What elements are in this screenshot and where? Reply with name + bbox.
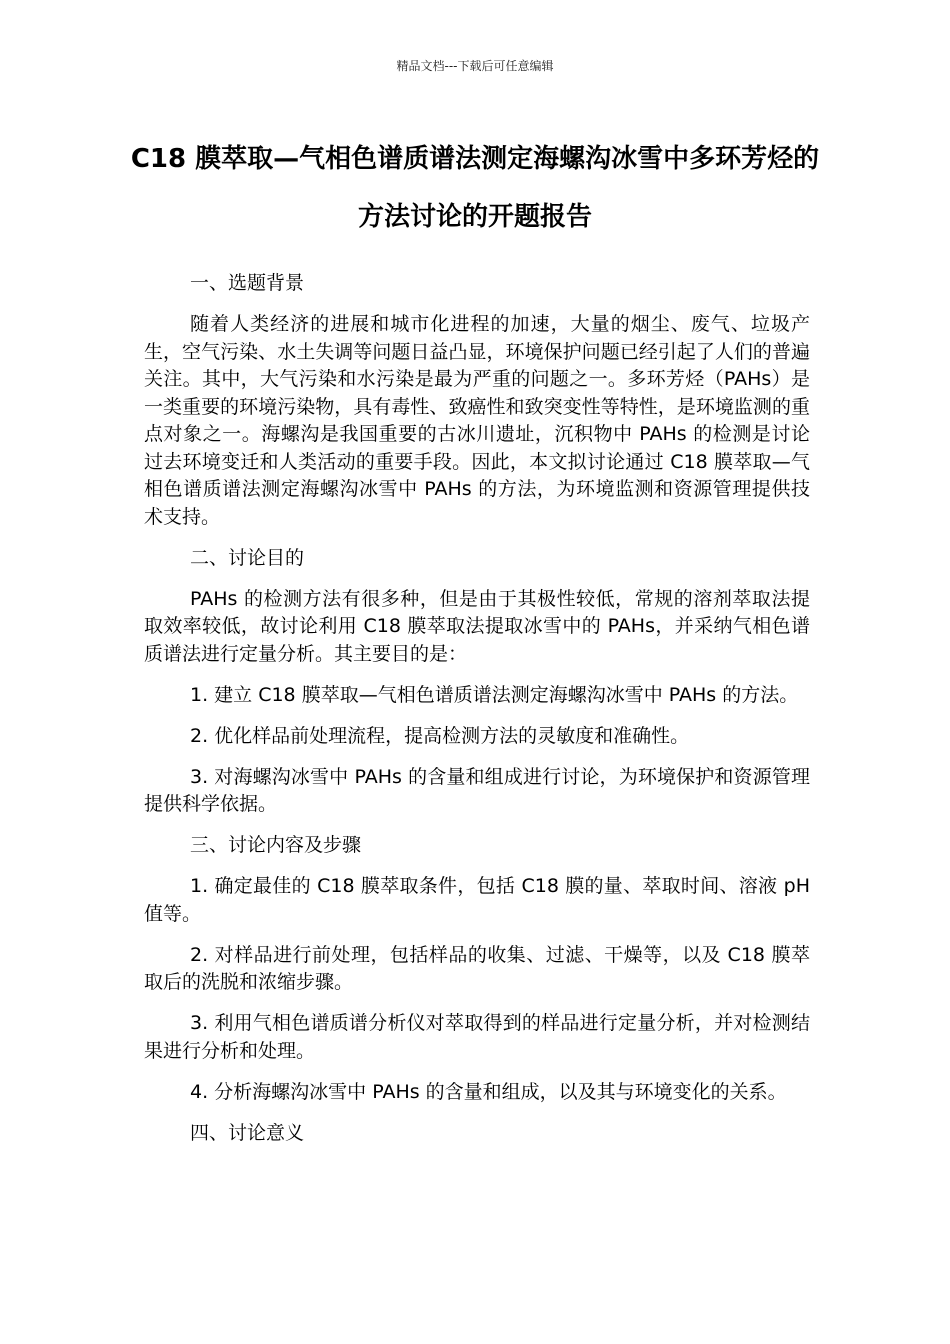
paragraph-background: 随着人类经济的进展和城市化进程的加速，大量的烟尘、废气、垃圾产生，空气污染、水土失调等问题日益凸显，环境保护问题已经引起了人们的普遍关注。其中，大气污染和水污染是最为严重的问题之一。多环芳烃（PAHs）是一类重要的环境污染物，具有毒性、致癌性和致突变性等特性，是环境监测的重点对象之一。海螺沟是我国重要的古冰川遗址，沉积物中 PAHs 的检测是讨论过去环境变迁和人类活动的重要手段。因此，本文拟讨论通过 C18 膜萃取—气相色谱质谱法测定海螺沟冰雪中 PAHs 的方法，为环境监测和资源管理提供技术支持。	[144, 313, 810, 528]
step-item-4: 4. 分析海螺沟冰雪中 PAHs 的含量和组成，以及其与环境变化的关系。	[190, 1080, 787, 1103]
step-item-1: 1. 确定最佳的 C18 膜萃取条件，包括 C18 膜的量、萃取时间、溶液 pH 值等。	[144, 875, 810, 925]
document-title: C18 膜萃取—气相色谱质谱法测定海螺沟冰雪中多环芳烃的方法讨论的开题报告	[130, 144, 820, 232]
purpose-item-1: 1. 建立 C18 膜萃取—气相色谱质谱法测定海螺沟冰雪中 PAHs 的方法。	[190, 683, 799, 706]
step-item-2: 2. 对样品进行前处理，包括样品的收集、过滤、干燥等，以及 C18 膜萃取后的洗脱和浓缩步骤。	[144, 943, 810, 993]
section-heading-significance: 四、讨论意义	[190, 1121, 305, 1144]
step-item-3: 3. 利用气相色谱质谱分析仪对萃取得到的样品进行定量分析，并对检测结果进行分析和处理。	[144, 1012, 810, 1062]
purpose-item-3: 3. 对海螺沟冰雪中 PAHs 的含量和组成进行讨论，为环境保护和资源管理提供科学依据。	[144, 765, 810, 815]
page-header: 精品文档---下载后可任意编辑	[396, 59, 554, 73]
purpose-item-2: 2. 优化样品前处理流程，提高检测方法的灵敏度和准确性。	[190, 724, 690, 747]
document-body	[144, 270, 810, 1161]
section-heading-content-steps: 三、讨论内容及步骤	[190, 834, 362, 856]
section-heading-background: 一、选题背景	[190, 272, 305, 294]
section-heading-purpose: 二、讨论目的	[190, 546, 305, 569]
paragraph-purpose-intro: PAHs 的检测方法有很多种，但是由于其极性较低，常规的溶剂萃取法提取效率较低，故讨论利用 C18 膜萃取法提取冰雪中的 PAHs，并采纳气相色谱质谱法进行定量分析。其主要目的是：	[144, 587, 810, 665]
